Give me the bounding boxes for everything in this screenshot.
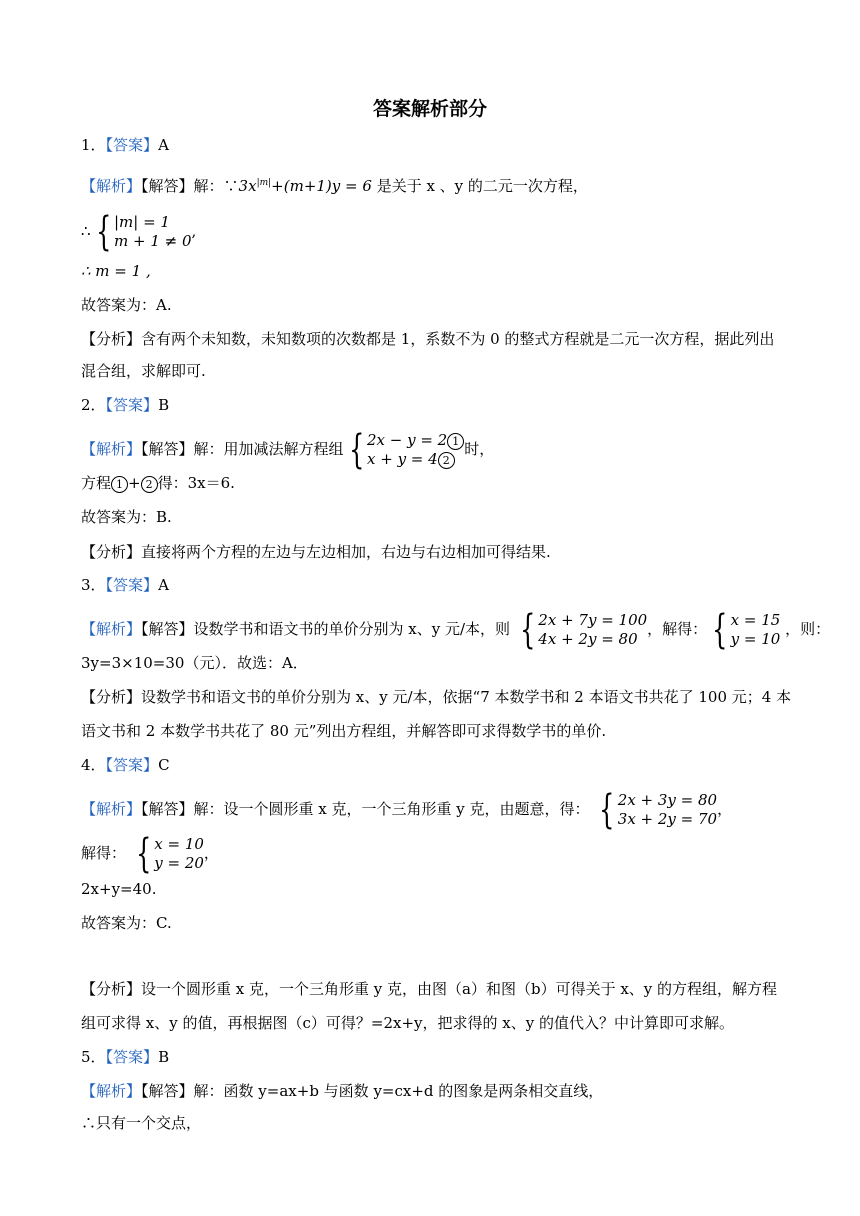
circled-one-icon: 1 [111,476,128,493]
page-title: 答案解析部分 [372,98,487,120]
q1-equation-system: { |m| = 1 m + 1 ≠ 0 [95,209,192,255]
q2-analysis: 【分析】直接将两个方程的左边与左边相加，右边与右边相加可得结果. [81,543,551,561]
q1-answer: A [158,136,169,154]
q1-analysis-line1: 【分析】含有两个未知数，未知数项的次数都是 1，系数不为 0 的整式方程就是二元一次方程，据此列出 [81,330,775,348]
q4-equation-system: { 2x + 3y = 80 3x + 2y = 70 [599,787,718,833]
q4-answer: C [158,756,170,774]
answer-tag: 【答案】 [105,136,159,154]
q1-analysis-line2: 混合组，求解即可. [81,362,206,380]
q4-solution-line2: 解得： { x = 10 y = 20 ， [81,831,219,877]
q4-analysis-line1: 【分析】设一个圆形重 x 克，一个三角形重 y 克，由图（a）和图（b）可得关于 x、y 的方程组，解方程 [81,980,778,998]
q1-line4: 故答案为：A. [81,296,172,314]
q3-line2: 3y=3×10=30（元）．故选：A． [81,654,308,672]
q2-answer-line: 2．【答案】B [81,396,170,414]
q1-solution-line1 [81,172,588,197]
fenxi-tag: 【分析】 [81,330,142,348]
jiexi-tag: 【解析】 [81,177,142,195]
q3-answer-line: 3．【答案】A [81,576,169,594]
q1-line1-post: 是关于 x 、y 的二元一次方程， [376,177,588,195]
q3-answer: A [158,576,169,594]
circled-two-icon: 2 [438,452,455,469]
q1-answer-line [81,134,169,156]
q2-line3: 故答案为：B. [81,508,172,526]
q1-system-line: ∴ { |m| = 1 m + 1 ≠ 0 , [81,209,197,255]
q4-solution-system: { x = 10 y = 20 [135,831,204,877]
circled-one-icon: 1 [447,433,464,450]
q3-solution-line1: 【解析】【解答】设数学书和语文书的单价分别为 x、y 元/本，则 { 2x + 7y = 100 4x + 2y = 80 ，解得： { x = 15 y = 10 ，则： [81,607,831,653]
q3-solution-system: { x = 15 y = 10 [712,607,781,653]
q2-line2: 方程 1 + 2 得：3x＝6. [81,474,235,492]
q5-line2: ∴只有一个交点， [81,1114,202,1132]
q1-line3: ∴ m = 1 , [81,262,151,280]
q3-analysis-line1: 【分析】设数学书和语文书的单价分别为 x、y 元/本，依据“7 本数学书和 2 本语文书共花了 100 元；4 本 [81,688,792,706]
q1-equation: $3x^{|m|}+(m+1)y = 6$ [238,177,372,195]
q4-analysis-line2: 组可求得 x、y 的值，再根据图（c）可得？=2x+y，把求得的 x、y 的值代入？中计算即可求解。 [81,1014,734,1032]
q5-answer: B [158,1048,170,1066]
q4-line3: 2x+y=40. [81,880,157,898]
q1-line1-pre: 解：∵ [193,177,239,195]
q4-solution-line1: 【解析】【解答】解：设一个圆形重 x 克，一个三角形重 y 克，由题意，得： { 2x + 3y = 80 3x + 2y = 70 ， [81,787,733,833]
q3-equation-system: { 2x + 7y = 100 4x + 2y = 80 [519,607,648,653]
q2-equation-system: { 2x − y = 2 1 x + y = 4 2 [344,430,465,470]
q5-answer-line: 5．【答案】B [81,1048,170,1066]
q4-line4: 故答案为：C. [81,914,172,932]
jieda-tag: 【解答】 [141,177,194,195]
q1-number: 1． [81,136,106,154]
q4-answer-line: 4．【答案】C [81,756,170,774]
q2-solution-line1: 【解析】【解答】解：用加减法解方程组 { 2x − y = 2 1 x + y = 4 2 时， [81,427,495,473]
q2-answer: B [158,396,170,414]
q5-solution-line1: 【解析】【解答】解：函数 y=ax+b 与函数 y=cx+d 的图象是两条相交直线， [81,1082,604,1100]
circled-two-icon: 2 [141,476,158,493]
q3-analysis-line2: 语文书和 2 本数学书共花了 80 元”列出方程组，并解答即可求得数学书的单价. [81,722,607,740]
